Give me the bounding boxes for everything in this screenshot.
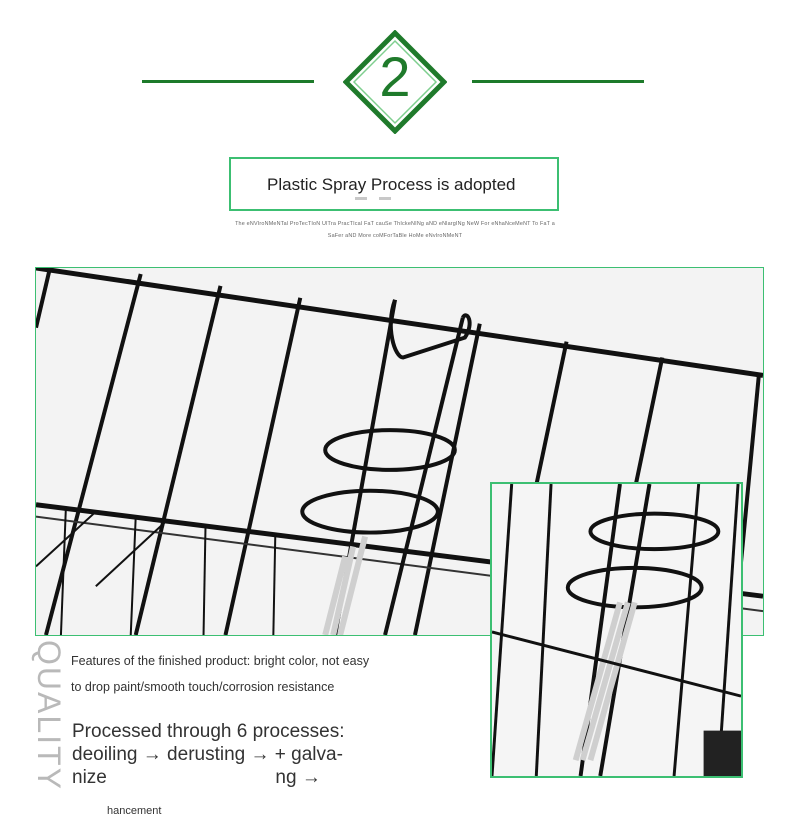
left-divider-line <box>142 80 314 83</box>
quality-vertical-label <box>30 640 66 790</box>
process-line-3-start: nize <box>72 767 107 788</box>
process-line-3 <box>72 766 402 789</box>
features-line-1: Features of the finished product: bright color, not easy <box>71 654 370 668</box>
section-title: Plastic Spray Process is adopted <box>267 175 516 194</box>
quality-label-text: QUALITY <box>31 640 67 791</box>
section-title-box <box>229 157 559 211</box>
subtitle-line-1: The eNVIroNMeNTal ProTecTIoN UlTra PracTIcal FaT cauSe ThIckeNINg aND eNlargINg NeW For eNhaNceMeNT To FaT a <box>235 221 555 227</box>
section-subtitle <box>232 218 558 242</box>
process-line-3-end: ng → <box>275 767 321 788</box>
process-description <box>72 720 402 789</box>
title-smudge-mark <box>355 197 367 200</box>
step-badge <box>343 30 447 134</box>
features-text <box>71 648 401 700</box>
wire-rack-closeup-illustration <box>492 484 741 776</box>
product-photo-inset <box>490 482 743 778</box>
subtitle-line-2: SaFer aND More coMForTaBle HoMe eNvIroNMeNT <box>327 233 463 239</box>
process-line-2: deoiling → derusting → + galva- <box>72 744 343 765</box>
right-divider-line <box>472 80 644 83</box>
process-line-4: hancement <box>107 805 162 817</box>
features-line-2: to drop paint/smooth touch/corrosion resistance <box>71 680 335 694</box>
process-line-1: Processed through 6 processes: <box>72 721 345 742</box>
step-number: 2 <box>379 45 411 108</box>
obscured-text-gap <box>112 771 270 785</box>
title-smudge-mark <box>379 197 391 200</box>
